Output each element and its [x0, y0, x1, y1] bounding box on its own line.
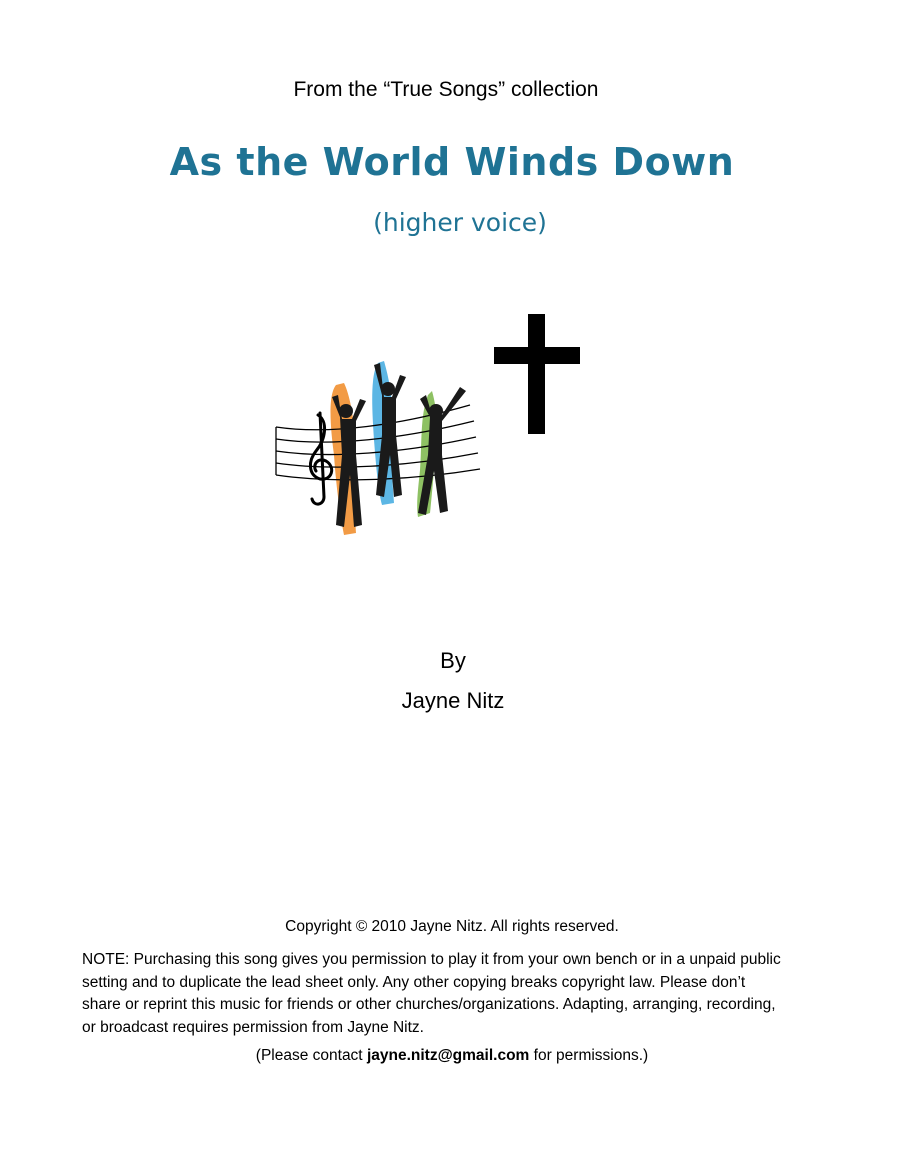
- note-line: setting and to duplicate the lead sheet only. Any other copying breaks copyright law. Please don’t: [82, 973, 746, 991]
- note-line: or broadcast requires permission from Jayne Nitz.: [82, 1018, 424, 1036]
- copyright-line: Copyright © 2010 Jayne Nitz. All rights reserved.: [285, 918, 619, 935]
- contact-prefix: (Please contact: [255, 1047, 367, 1064]
- music-staff-figures-icon: [270, 355, 485, 540]
- contact-line: [0, 1047, 900, 1065]
- collection-line: From the “True Songs” collection: [293, 78, 599, 101]
- song-title: As the World Winds Down: [169, 140, 735, 184]
- cross-icon: [490, 312, 582, 436]
- note-line: NOTE: Purchasing this song gives you permission to play it from your own bench or in a unpaid public: [82, 951, 781, 968]
- contact-suffix: for permissions.): [529, 1047, 649, 1064]
- note-line: share or reprint this music for friends or other churches/organizations. Adapting, arranging, recording,: [82, 996, 776, 1013]
- by-label: By: [440, 648, 466, 673]
- author-name: Jayne Nitz: [401, 688, 505, 713]
- contact-email[interactable]: jayne.nitz@gmail.com: [366, 1047, 530, 1064]
- permission-note: [82, 949, 822, 1039]
- song-subtitle: (higher voice): [373, 208, 547, 237]
